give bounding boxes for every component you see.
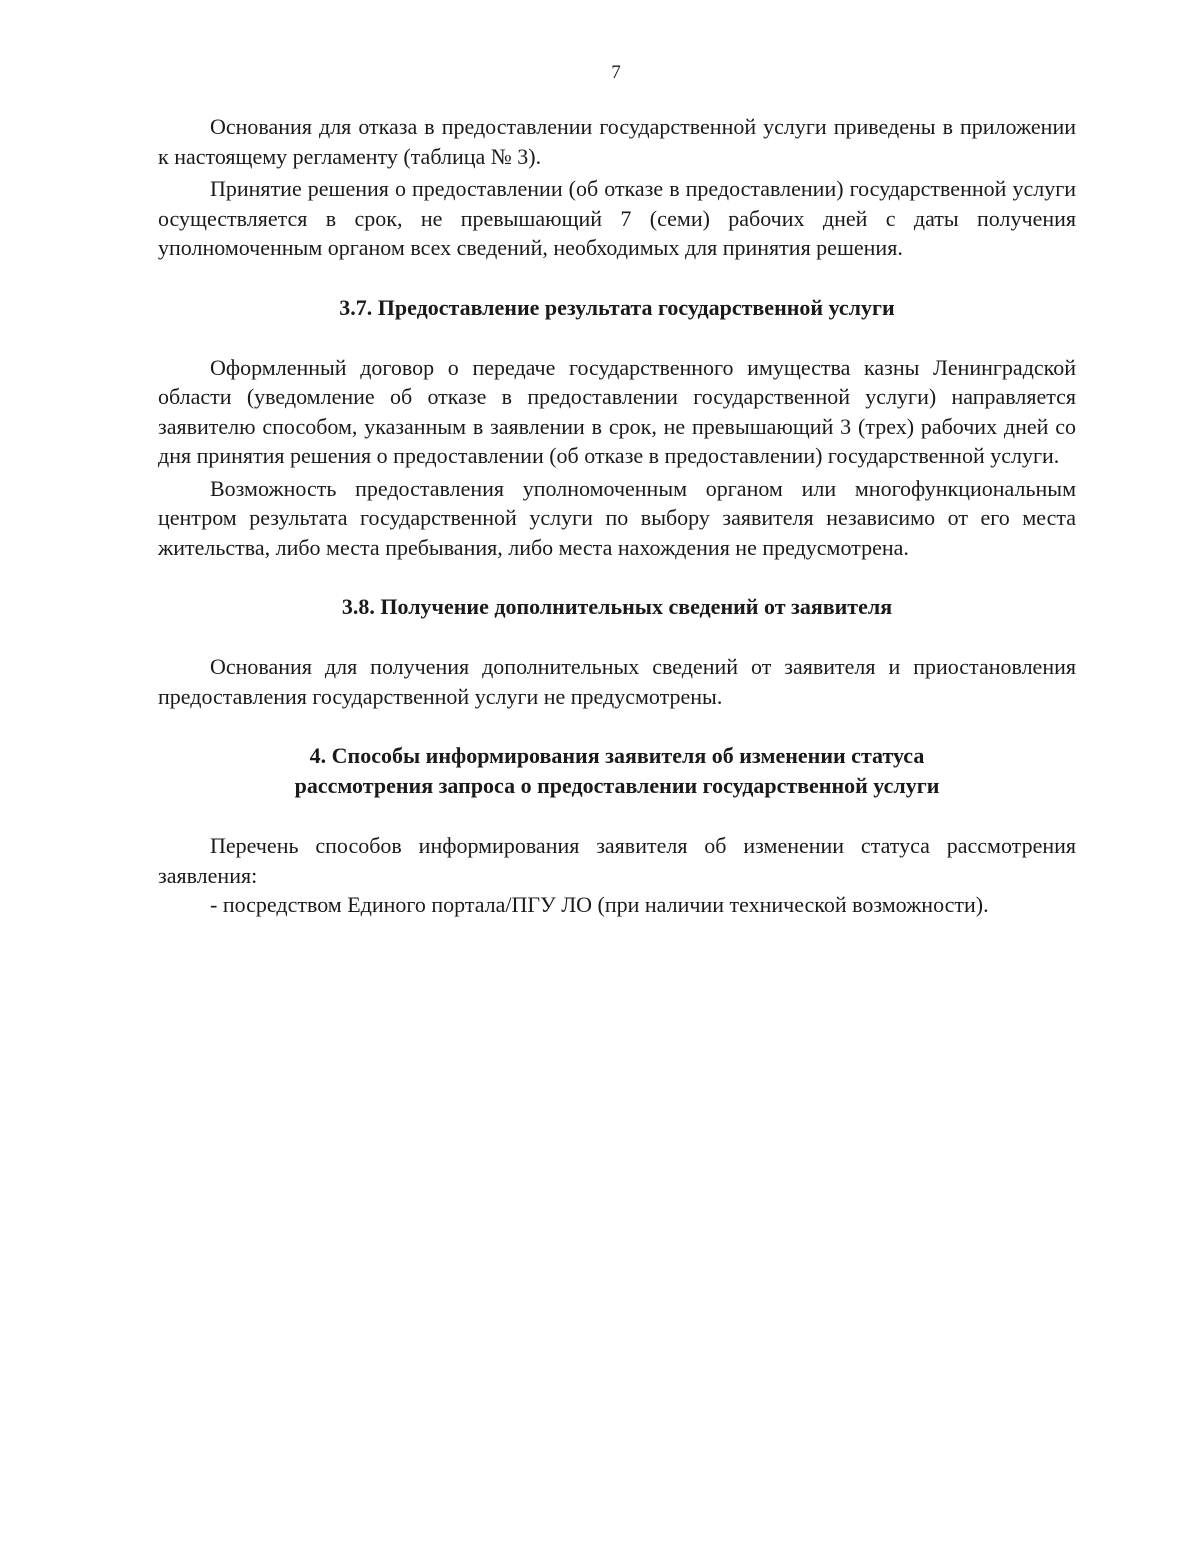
section-heading-3-8: 3.8. Получение дополнительных сведений от заявителя [341,594,893,619]
paragraph-refusal-grounds: Основания для отказа в предоставлении государственной услуги приведены в приложении к настоящему регламенту (таблица № 3). [158,114,1076,169]
paragraph-notification-methods: Перечень способов информирования заявителя об изменении статуса рассмотрения заявления: [158,833,1076,888]
paragraph-contract-delivery: Оформленный договор о передаче государственного имущества казны Ленинградской области (уведомление об отказе в предоставлении государственной услуги) направляется заявителю способом, указанным в заявлении в срок, не превышающий 3 (трех) рабочих дней со дня принятия решения о предоставлении (об отказе в предоставлении) государственной услуги. [158,354,1076,468]
section-heading-3-7: 3.7. Предоставление результата государственной услуги [339,294,895,320]
paragraph-decision-term: Принятие решения о предоставлении (об отказе в предоставлении) государственной услуги осуществляется в срок, не превышающий 7 (семи) рабочих дней с даты получения уполномоченным органом всех сведений, необходимых для принятия решения. [158,176,1076,260]
document-body [158,112,1076,920]
paragraph-result-choice: Возможность предоставления уполномоченным органом или многофункциональным центром результата государственной услуги по выбору заявителя независимо от его места жительства, либо места пребывания, либо места нахождения не предусмотрена. [158,475,1076,560]
section-heading-4 [158,741,1076,801]
paragraph-additional-info: Основания для получения дополнительных сведений от заявителя и приостановления предоставления государственной услуги не предусмотрены. [158,654,1076,709]
section-heading-4-line-1: 4. Способы информирования заявителя об изменении статуса [309,743,925,768]
section-heading-4-line-2: рассмотрения запроса о предоставлении государственной услуги [294,773,940,798]
list-item-portal: - посредством Единого портала/ПГУ ЛО (при наличии технической возможности). [210,892,989,917]
page-number: 7 [611,62,621,83]
